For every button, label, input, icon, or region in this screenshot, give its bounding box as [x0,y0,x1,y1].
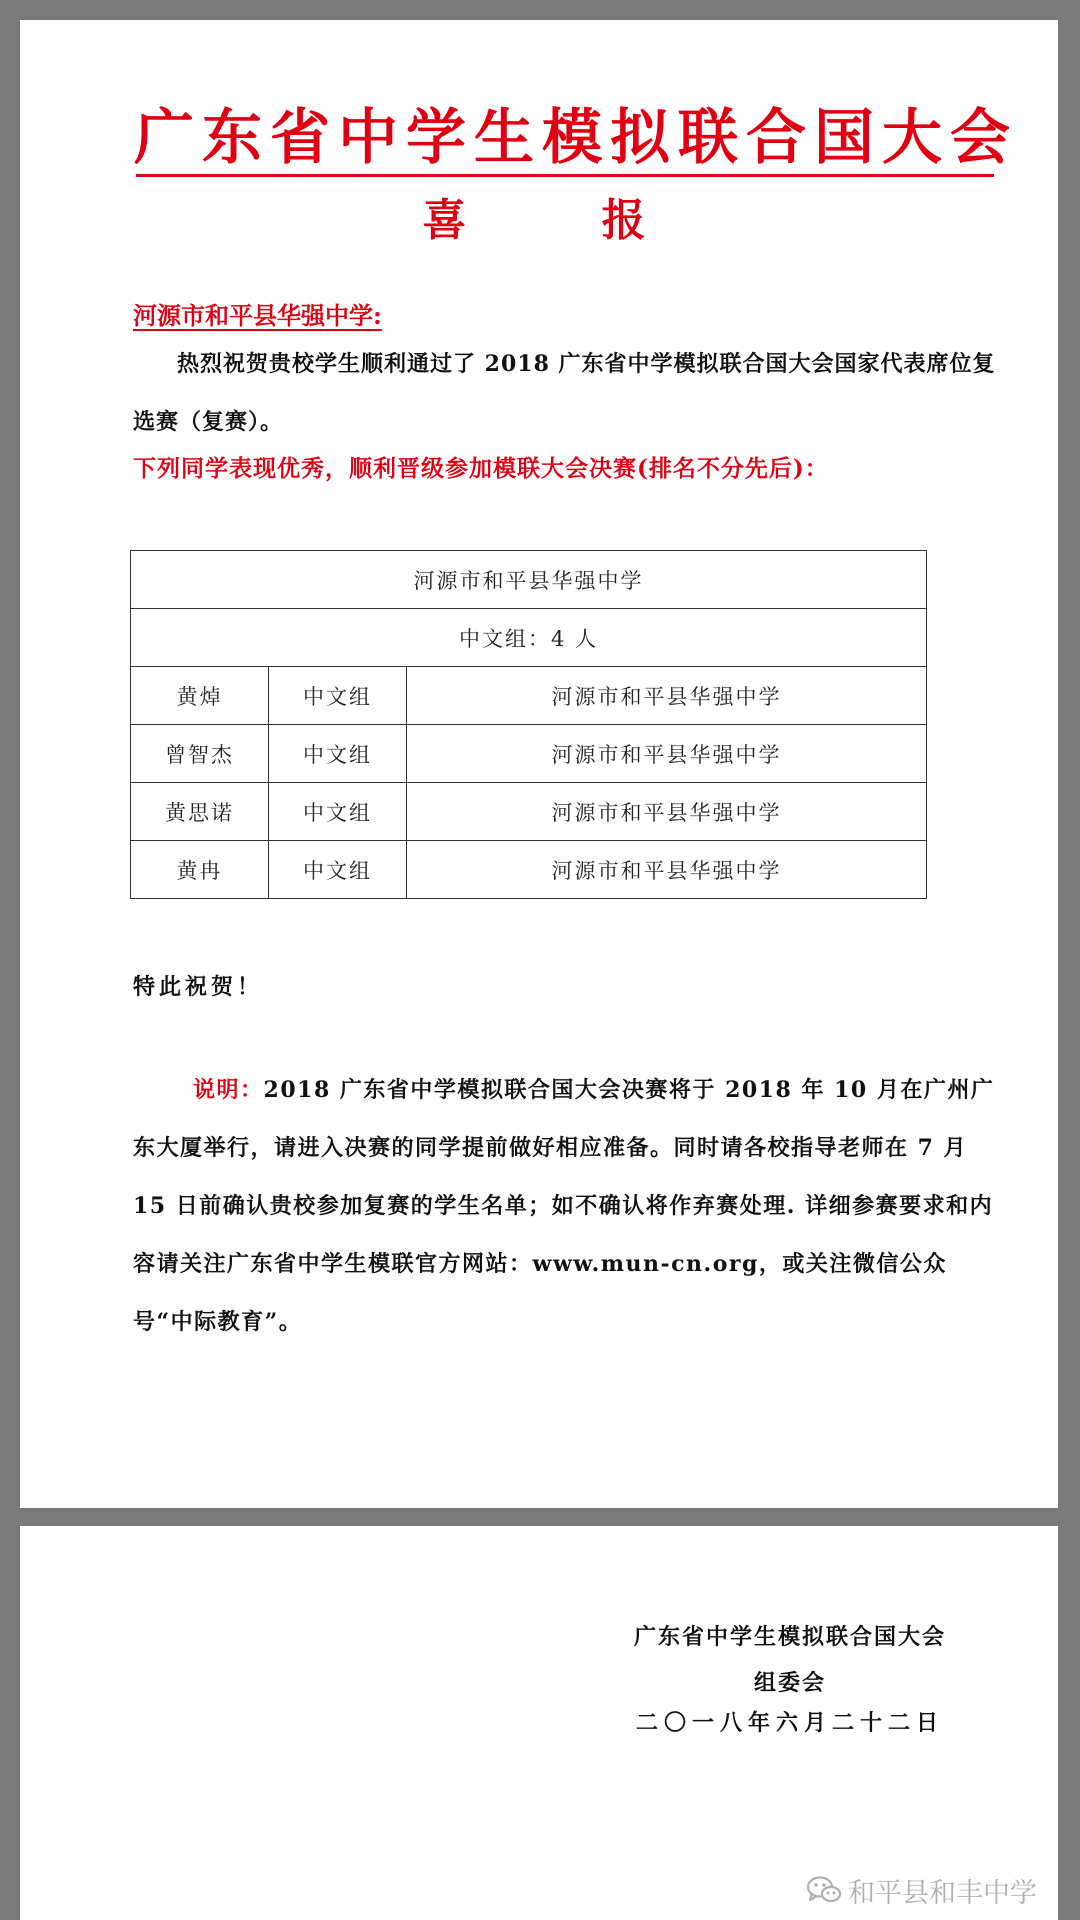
student-group-cell: 中文组 [269,783,407,841]
table-row [131,783,927,841]
watermark [806,1870,1046,1910]
student-group-cell: 中文组 [269,725,407,783]
table-header-row [131,551,927,609]
student-school-cell: 河源市和平县华强中学 [407,783,927,841]
table-group-row [131,609,927,667]
note-label: 说明： [193,1077,264,1103]
announcement-line: 下列同学表现优秀，顺利晋级参加模联大会决赛(排名不分先后)： [133,455,829,482]
student-school-cell: 河源市和平县华强中学 [407,725,927,783]
document-subtitle: 喜 报 [422,195,706,246]
student-table [130,550,927,899]
note-paragraph [133,1061,1003,1351]
student-school-cell: 河源市和平县华强中学 [407,667,927,725]
wechat-icon [806,1875,842,1905]
student-group-cell: 中文组 [269,841,407,899]
table-row [131,725,927,783]
table-row [131,667,927,725]
congratulation-paragraph: 热烈祝贺贵校学生顺利通过了 2018 广东省中学模拟联合国大会国家代表席位复选赛（复赛）。 [133,351,996,435]
student-name-cell: 黄冉 [131,841,269,899]
student-name-cell: 黄思诺 [131,783,269,841]
table-group-header: 中文组：4 人 [131,609,927,667]
title-underline [136,174,994,177]
document-title: 广东省中学生模拟联合国大会 [134,103,1018,173]
student-school-cell: 河源市和平县华强中学 [407,841,927,899]
student-name-cell: 黄焯 [131,667,269,725]
student-name-cell: 曾智杰 [131,725,269,783]
signature-organization: 广东省中学生模拟联合国大会 [633,1624,946,1650]
document-page-2 [20,1526,1058,1920]
recipient-line: 河源市和平县华强中学: [133,301,382,330]
closing-line: 特此祝贺！ [133,974,264,1000]
signature-department: 组委会 [753,1670,826,1696]
student-group-cell: 中文组 [269,667,407,725]
signature-date: 二〇一八年六月二十二日 [635,1710,944,1736]
note-text: 2018 广东省中学模拟联合国大会决赛将于 2018 年 10 月在广州广东大厦举行，请进入决赛的同学提前做好相应准备。同时请各校指导老师在 7 月 15 日前确认贵校参加复赛的学生名单；如不确认将作弃赛处理. 详细参赛要求和内容请关注广东省中学生模联官方网站：www.mun-cn.org，或关注微信公众号“中际教育”。 [133,1077,995,1335]
table-row [131,841,927,899]
table-school-header: 河源市和平县华强中学 [131,551,927,609]
watermark-text: 和平县和丰中学 [848,1877,1037,1909]
document-page-1 [20,20,1058,1508]
